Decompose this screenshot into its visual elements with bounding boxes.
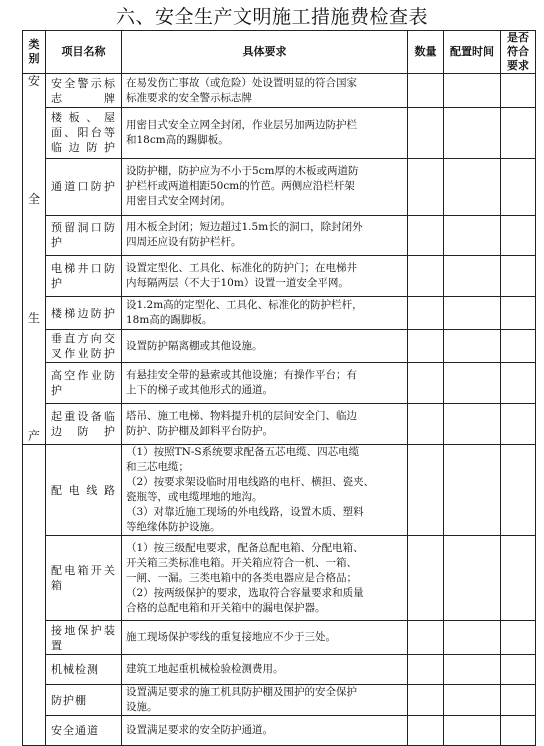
header-item: 项目名称 (46, 31, 122, 74)
requirement-line: 在易发伤亡事故（或危险）处设置明显的符合国家 (126, 76, 357, 89)
compliant-cell[interactable] (501, 108, 536, 158)
quantity-cell[interactable] (408, 108, 444, 158)
compliant-cell[interactable] (501, 256, 536, 297)
compliant-cell[interactable] (501, 158, 536, 215)
item-name-cell: 配电箱开关箱 (46, 536, 122, 621)
header-time: 配置时间 (444, 31, 501, 74)
item-name-cell: 楼板、屋面、阳台等临边防护 (46, 108, 122, 158)
table-row (23, 256, 536, 297)
requirement-line: 合格的总配电箱和开关箱中的漏电保护器。 (126, 601, 326, 614)
compliant-cell[interactable] (501, 536, 536, 621)
requirement-line: 四周还应设有防护栏杆。 (126, 236, 242, 249)
requirement-line: 防护、防护棚及卸料平台防护。 (126, 425, 273, 438)
quantity-cell[interactable] (408, 536, 444, 621)
requirement-cell (122, 363, 408, 404)
table-row (23, 158, 536, 215)
requirement-line: 设置满足要求的安全防护通道。 (126, 724, 273, 736)
quantity-cell[interactable] (408, 330, 444, 363)
item-name-cell: 安全警示标志牌 (46, 74, 122, 108)
compliant-cell[interactable] (501, 404, 536, 445)
quantity-cell[interactable] (408, 74, 444, 108)
category-cell (23, 74, 46, 445)
requirement-line: 设置满足要求的施工机具防护棚及围护的安全保护 (126, 686, 357, 698)
requirement-line: 一闸、一漏。三类电箱中的各类电器应是合格品； (126, 571, 357, 584)
requirement-line: （1）按照TN-S系统要求配备五芯电缆、四芯电缆 (126, 446, 360, 458)
time-cell[interactable] (444, 655, 501, 685)
requirement-line: 施工现场保护零线的重复接地应不少于三处。 (126, 631, 336, 643)
table-row (23, 716, 536, 746)
item-name-cell: 通道口防护 (46, 158, 122, 215)
requirement-cell (122, 404, 408, 445)
requirement-cell (122, 215, 408, 256)
requirement-cell (122, 716, 408, 746)
requirement-cell (122, 74, 408, 108)
table-row (23, 74, 536, 108)
requirement-cell (122, 330, 408, 363)
requirement-line: 设1.2m高的定型化、工具化、标准化的防护栏杆， (126, 299, 363, 312)
quantity-cell[interactable] (408, 215, 444, 256)
table-row (23, 655, 536, 685)
requirement-line: 18m高的踢脚板。 (126, 314, 213, 327)
requirement-cell (122, 158, 408, 215)
compliant-cell[interactable] (501, 215, 536, 256)
table-row (23, 108, 536, 158)
time-cell[interactable] (444, 685, 501, 716)
time-cell[interactable] (444, 256, 501, 297)
item-name-cell: 预留洞口防护 (46, 215, 122, 256)
quantity-cell[interactable] (408, 655, 444, 685)
requirement-line: 有悬挂安全带的悬索或其他设施；有操作平台；有 (126, 369, 357, 382)
table-row (23, 296, 536, 329)
compliant-cell[interactable] (501, 716, 536, 746)
requirement-line: 标准要求的安全警示标志牌 (126, 91, 252, 104)
category-cell-continued (23, 445, 46, 746)
compliant-cell[interactable] (501, 655, 536, 685)
requirement-line: 设置定型化、工具化、标准化的防护门；在电梯井 (126, 262, 357, 275)
requirement-line: （3）对靠近施工现场的外电线路，设置木质、塑料 (126, 506, 364, 518)
compliant-cell[interactable] (501, 363, 536, 404)
header-requirement: 具体要求 (122, 31, 408, 74)
time-cell[interactable] (444, 108, 501, 158)
requirement-line: 设置防护隔离棚或其他设施。 (126, 339, 263, 352)
quantity-cell[interactable] (408, 685, 444, 716)
table-row (23, 404, 536, 445)
compliant-cell[interactable] (501, 330, 536, 363)
compliant-cell[interactable] (501, 74, 536, 108)
item-name-cell: 安全通道 (46, 716, 122, 746)
time-cell[interactable] (444, 536, 501, 621)
item-name-cell: 接地保护装置 (46, 621, 122, 655)
requirement-cell (122, 108, 408, 158)
table-row (23, 363, 536, 404)
requirement-cell (122, 655, 408, 685)
header-compliant: 是否符合要求 (501, 31, 536, 74)
requirement-line: 用木板全封闭；短边超过1.5m长的洞口，除封闭外 (126, 221, 363, 234)
time-cell[interactable] (444, 363, 501, 404)
requirement-line: （2）按要求架设临时用电线路的电杆、横担、瓷夹、 (126, 476, 375, 488)
quantity-cell[interactable] (408, 296, 444, 329)
requirement-cell (122, 256, 408, 297)
requirement-line: 和18cm高的踢脚板。 (126, 133, 229, 146)
quantity-cell[interactable] (408, 445, 444, 536)
category-char: 生 (27, 310, 40, 325)
table-row (23, 621, 536, 655)
quantity-cell[interactable] (408, 363, 444, 404)
table-row (23, 445, 536, 536)
category-char: 全 (27, 192, 40, 207)
table-row (23, 215, 536, 256)
time-cell[interactable] (444, 158, 501, 215)
requirement-line: 内每隔两层（不大于10m）设置一道安全平网。 (126, 277, 349, 290)
header-category: 类别 (23, 31, 46, 74)
category-char: 安 (27, 74, 40, 88)
table-row (23, 685, 536, 716)
requirement-cell (122, 685, 408, 716)
quantity-cell[interactable] (408, 404, 444, 445)
item-name-cell: 防护棚 (46, 685, 122, 716)
time-cell[interactable] (444, 215, 501, 256)
compliant-cell[interactable] (501, 685, 536, 716)
quantity-cell[interactable] (408, 716, 444, 746)
requirement-line: 和三芯电缆； (126, 461, 189, 473)
table-row (23, 536, 536, 621)
compliant-cell[interactable] (501, 445, 536, 536)
time-cell[interactable] (444, 716, 501, 746)
requirement-line: 上下的梯子或其他形式的通道。 (126, 384, 273, 397)
requirement-line: 设施。 (126, 701, 158, 713)
requirement-line: 等绝缘体防护设施。 (126, 521, 221, 533)
requirement-line: （1）按三级配电要求，配备总配电箱、分配电箱、 (126, 541, 364, 554)
requirement-line: 用密目式安全立网全封闭，作业层另加两边防护栏 (126, 118, 357, 131)
compliant-cell[interactable] (501, 296, 536, 329)
table-row (23, 330, 536, 363)
requirement-line: 护栏杆或两道相距50cm的竹芭。两侧应沿栏杆架 (126, 180, 355, 193)
category-char: 产 (27, 428, 40, 443)
requirement-line: 建筑工地起重机械检验检测费用。 (126, 663, 284, 675)
page-title: 六、安全生产文明施工措施费检查表 (115, 6, 428, 28)
compliant-cell[interactable] (501, 621, 536, 655)
time-cell[interactable] (444, 621, 501, 655)
item-name-cell: 配电线路 (46, 445, 122, 536)
time-cell[interactable] (444, 330, 501, 363)
requirement-cell (122, 536, 408, 621)
item-name-cell: 起重设备临边防护 (46, 404, 122, 445)
time-cell[interactable] (444, 74, 501, 108)
quantity-cell[interactable] (408, 621, 444, 655)
quantity-cell[interactable] (408, 256, 444, 297)
requirement-line: 瓷瓶等，或电缆埋地的地沟。 (126, 491, 263, 503)
requirement-line: 开关箱三类标准电箱。开关箱应符合一机、一箱、 (126, 556, 357, 569)
requirement-line: 塔吊、施工电梯、物料提升机的层间安全门、临边 (126, 410, 357, 423)
requirement-cell (122, 445, 408, 536)
item-name-cell: 楼梯边防护 (46, 296, 122, 329)
item-name-cell: 机械检测 (46, 655, 122, 685)
item-name-cell: 高空作业防护 (46, 363, 122, 404)
header-quantity: 数量 (408, 31, 444, 74)
inspection-table (22, 30, 536, 746)
item-name-cell: 垂直方向交叉作业防护 (46, 330, 122, 363)
header-row (23, 31, 536, 74)
requirement-cell (122, 621, 408, 655)
time-cell[interactable] (444, 404, 501, 445)
requirement-line: 设防护棚，防护应为不小于5cm厚的木板或两道防 (126, 165, 359, 178)
requirement-line: （2）按两级保护的要求，选取符合容量要求和质量 (126, 586, 364, 599)
quantity-cell[interactable] (408, 158, 444, 215)
item-name-cell: 电梯井口防护 (46, 256, 122, 297)
requirement-line: 用密目式安全网封闭。 (126, 195, 231, 208)
requirement-cell (122, 296, 408, 329)
time-cell[interactable] (444, 445, 501, 536)
time-cell[interactable] (444, 296, 501, 329)
